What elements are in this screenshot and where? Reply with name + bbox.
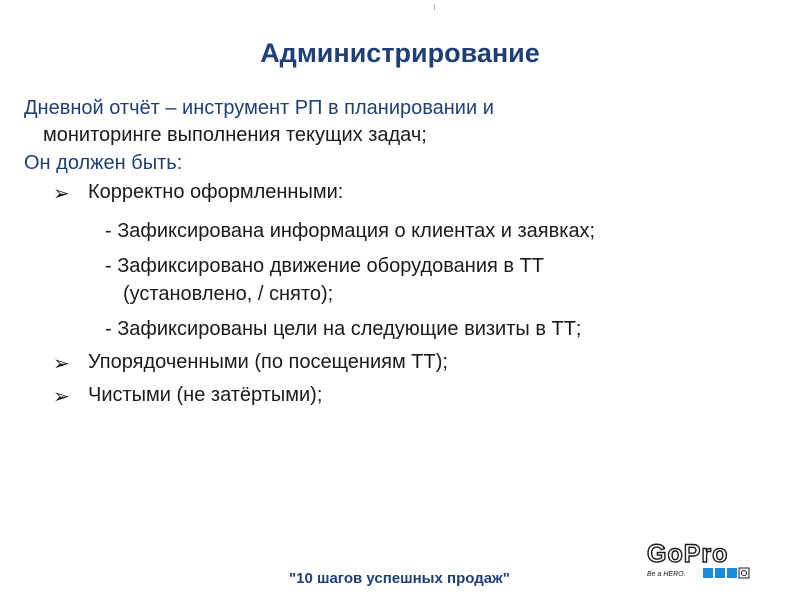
bullet-correct: Корректно оформленными:	[88, 181, 344, 203]
bullet-ordered: Упорядоченными (по посещениям ТТ);	[88, 351, 448, 373]
slide-title: Администрирование	[260, 38, 540, 68]
svg-text:GoPro: GoPro	[647, 540, 729, 568]
sub-item-equipment: - Зафиксировано движение оборудования в ТТ	[105, 255, 545, 277]
daily-report-lead: Дневной отчёт	[24, 97, 160, 119]
gopro-logo	[645, 538, 775, 582]
arrow-bullet-icon: ➢	[53, 386, 70, 408]
footer-caption: "10 шагов успешных продаж"	[289, 570, 510, 587]
gopro-logo-graphic	[645, 538, 775, 582]
bullet-clean: Чистыми (не затёртыми);	[88, 384, 323, 406]
sub-item-goals: - Зафиксированы цели на следующие визиты в ТТ;	[105, 318, 582, 340]
daily-report-line	[24, 97, 494, 120]
sub-item-equipment-continuation: (установлено, / снято);	[123, 283, 334, 305]
arrow-bullet-icon: ➢	[53, 353, 70, 375]
sub-item-clients: - Зафиксирована информация о клиентах и заявках;	[105, 220, 596, 242]
requirements-intro: Он должен быть:	[24, 152, 183, 174]
daily-report-rest: – инструмент РП в планировании и	[159, 97, 494, 119]
daily-report-continuation: мониторинге выполнения текущих задач;	[43, 124, 427, 146]
arrow-bullet-icon: ➢	[53, 183, 70, 205]
svg-text:Be a HERO.: Be a HERO.	[647, 571, 686, 578]
